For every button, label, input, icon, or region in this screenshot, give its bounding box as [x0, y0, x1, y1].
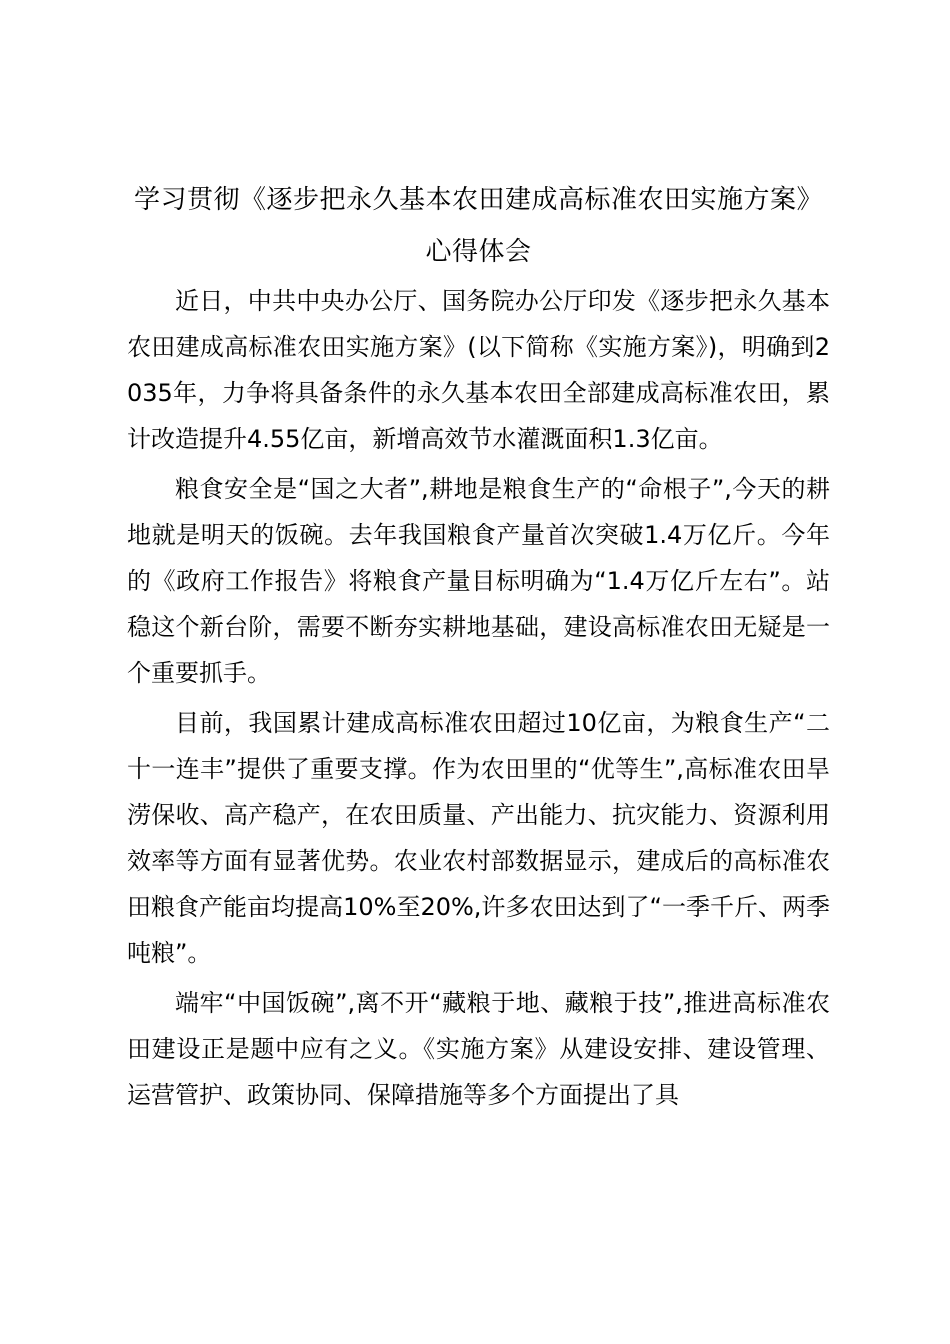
paragraph: 粮食安全是“国之大者”,耕地是粮食生产的“命根子”,今天的耕地就是明天的饭碗。去年我国粮食产量首次突破1.4万亿斤。今年的《政府工作报告》将粮食产量目标明确为“1.4万亿斤左右”。站稳这个新台阶，需要不断夯实耕地基础，建设高标准农田无疑是一个重要抓手。: [127, 475, 830, 687]
paragraph: 目前，我国累计建成高标准农田超过10亿亩，为粮食生产“二十一连丰”提供了重要支撑。作为农田里的“优等生”,高标准农田旱涝保收、高产稳产，在农田质量、产出能力、抗灾能力、资源利用效率等方面有显著优势。农业农村部数据显示，建成后的高标准农田粮食产能亩均提高10%至20%,许多农田达到了“一季千斤、两季吨粮”。: [127, 709, 830, 967]
paragraph: 近日，中共中央办公厅、国务院办公厅印发《逐步把永久基本农田建成高标准农田实施方案》(以下简称《实施方案》)，明确到2035年，力争将具备条件的永久基本农田全部建成高标准农田，累计改造提升4.55亿亩，新增高效节水灌溉面积1.3亿亩。: [127, 287, 830, 453]
paragraph: 端牢“中国饭碗”,离不开“藏粮于地、藏粮于技”,推进高标准农田建设正是题中应有之义。《实施方案》从建设安排、建设管理、运营管护、政策协同、保障措施等多个方面提出了具: [127, 989, 830, 1109]
document-body: [127, 174, 830, 1118]
document-title: 学习贯彻《逐步把永久基本农田建成高标准农田实施方案》心得体会: [133, 185, 823, 267]
